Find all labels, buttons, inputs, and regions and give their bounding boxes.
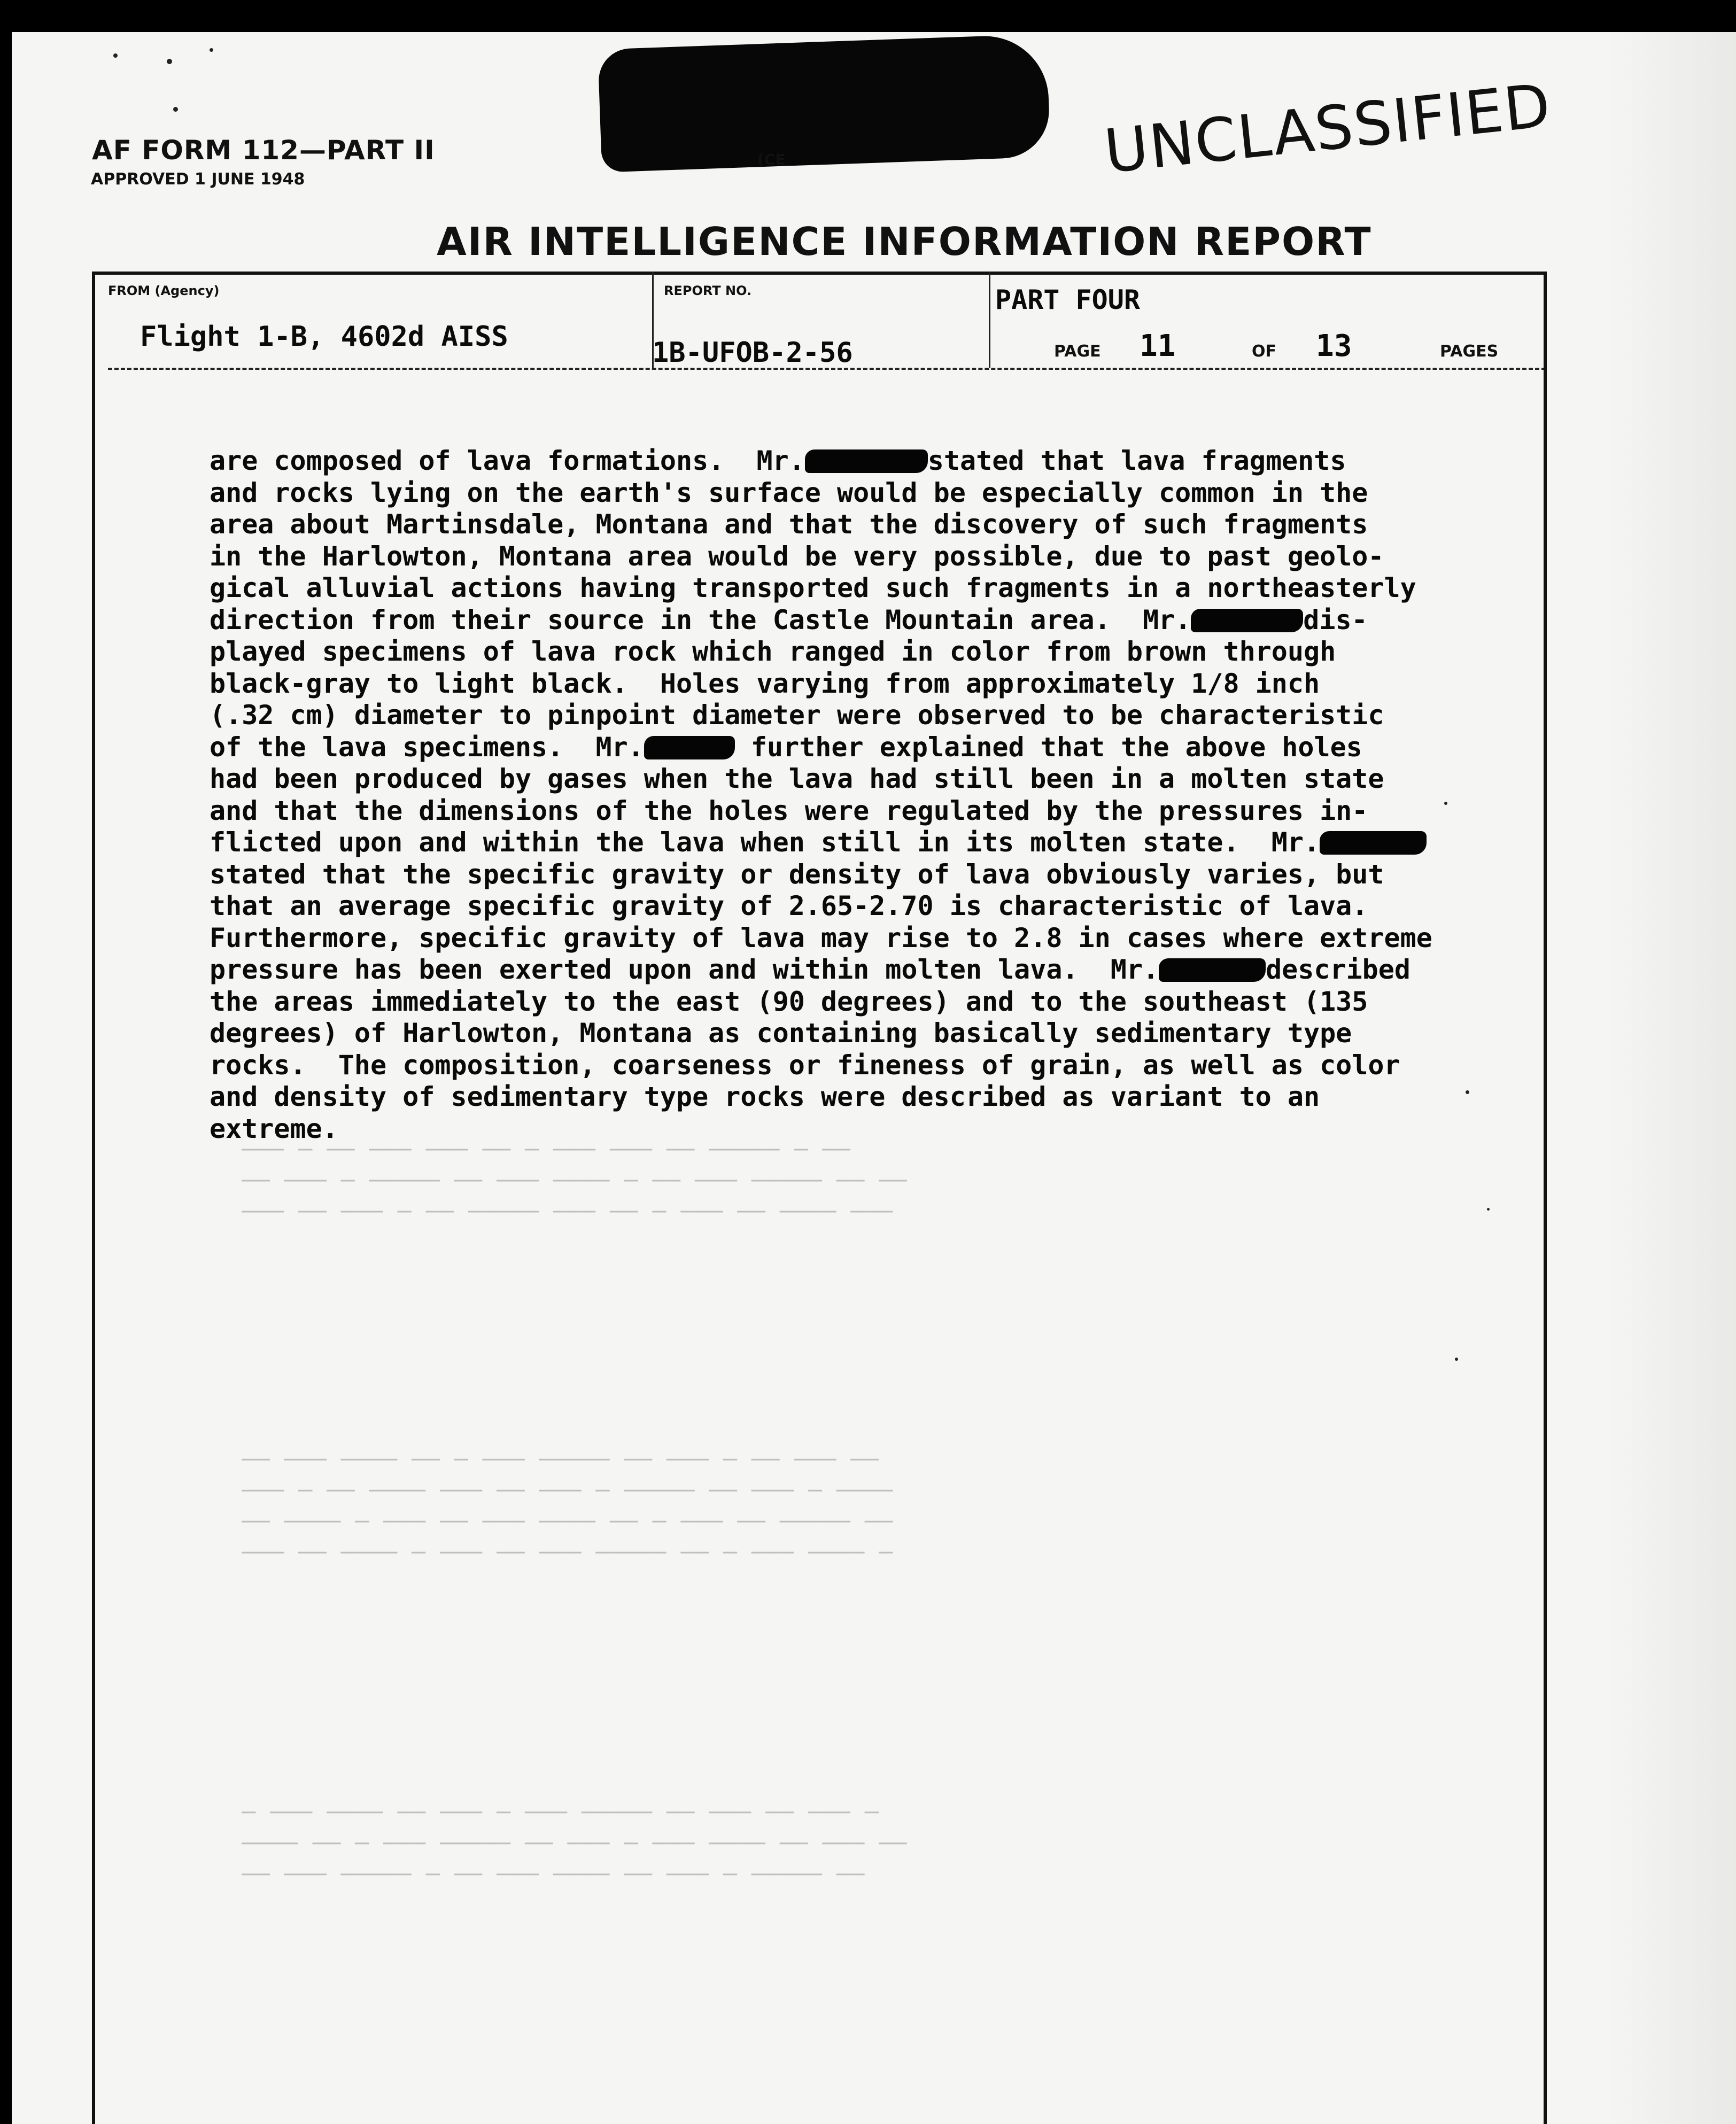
form-border-right	[1544, 272, 1547, 2124]
name-redaction	[1320, 831, 1427, 855]
scan-border	[0, 0, 1736, 32]
scan-speck	[167, 59, 172, 64]
document-page	[12, 32, 1736, 2124]
scan-speck	[1487, 1208, 1490, 1211]
report-no-value: 1B-UFOB-2-56	[652, 337, 853, 369]
from-value: Flight 1-B, 4602d AISS	[140, 321, 508, 353]
scan-speck	[173, 107, 178, 112]
form-id: AF FORM 112—PART II	[92, 135, 435, 166]
scan-speck	[210, 48, 213, 52]
pages-label: PAGES	[1440, 342, 1499, 361]
unclassified-stamp: UNCLASSIFIED	[1101, 71, 1555, 187]
report-title: AIR INTELLIGENCE INFORMATION REPORT	[437, 219, 1372, 264]
scan-speck	[113, 53, 118, 58]
bleed-through-texture: — ——— ———— —— ——— — ——— ————— —— ——— —— ——— — ———— —— — ——— ————— —— ——— — ——— ———— —— ——— —— —— ——— ————— — —— ——— ———— —— ——— — ————— ——	[242, 1797, 908, 1887]
name-redaction	[1191, 609, 1303, 632]
body-segment: dis- played specimens of lava rock which ranged in color from brown through black-gray to light black. Holes varying from approximately 1/8 inch (.32 cm) diameter to pinpoint diameter were observed to be characteristic of the lava specimens. Mr.	[210, 604, 1384, 763]
redaction-block	[598, 34, 1051, 172]
name-redaction	[1159, 958, 1266, 982]
body-segment: further explained that the above holes had been produced by gases when the lava had still been in a molten state and that the dimensions of the holes were regulated by the pressures in- flicted upon and within the lava when still in its molten state. Mr.	[210, 731, 1384, 858]
from-label: FROM (Agency)	[108, 283, 220, 298]
name-redaction	[644, 736, 735, 759]
of-label: OF	[1252, 342, 1276, 361]
approval-date: APPROVED 1 JUNE 1948	[91, 170, 305, 189]
bleed-through-texture: —— ——— ———— —— — ——— ————— —— ——— — —— ——— —— ——— — —— ———— ——— —— ——— — ————— —— ——— — ———— —— ———— — ——— —— ——— ———— —— — ——— —— ————— —— ——— —— ———— — ——— —— ——— ————— —— — ——— ———— —	[242, 1445, 893, 1565]
form-border-left	[92, 272, 95, 2124]
page-label: PAGE	[1054, 342, 1101, 361]
scan-speck	[1455, 1358, 1458, 1361]
total-pages: 13	[1316, 329, 1352, 363]
field-divider	[989, 272, 990, 368]
classification-fragment: (CE	[757, 151, 786, 168]
body-segment: described the areas immediately to the east (90 degrees) and to the southeast (135 degrees) of Harlowton, Montana as containing basically sedimentary type rocks. The composition, coarseness or fineness of grain, as well as color and density of sedimentary type rocks were described as variant to an extreme.	[210, 954, 1410, 1144]
name-redaction	[805, 449, 928, 473]
page-shadow	[1608, 32, 1736, 2124]
scan-speck	[1444, 802, 1447, 805]
body-segment: stated that lava fragments and rocks lying on the earth's surface would be especially common in the area about Martinsdale, Montana and that the discovery of such fragments in the Harlowton, Montana area would be very possible, due to past geolo- gical alluvial actions having transported such fragments in a northeasterly direction from their source in the Castle Mountain area. Mr.	[210, 445, 1416, 635]
body-segment: are composed of lava formations. Mr.	[210, 445, 805, 476]
part-value: PART FOUR	[995, 284, 1140, 315]
report-body	[210, 445, 1514, 1145]
bleed-through-texture: ——— — —— ——— ——— —— — ——— ——— —— ————— — —— —— ——— — ————— —— ——— ———— — —— ——— ————— —— —— ——— —— ——— — —— ————— ——— —— — ——— —— ———— ———	[242, 1135, 908, 1224]
scan-speck	[1466, 1090, 1469, 1094]
form-border-top	[92, 272, 1546, 275]
report-no-label: REPORT NO.	[664, 283, 752, 298]
body-segment: stated that the specific gravity or density of lava obviously varies, but that an average specific gravity of 2.65-2.70 is characteristic of lava. Furthermore, specific gravity of lava may rise to 2.8 in cases where extreme pressure has been exerted upon and within molten lava. Mr.	[210, 858, 1432, 985]
page-number: 11	[1140, 329, 1176, 363]
